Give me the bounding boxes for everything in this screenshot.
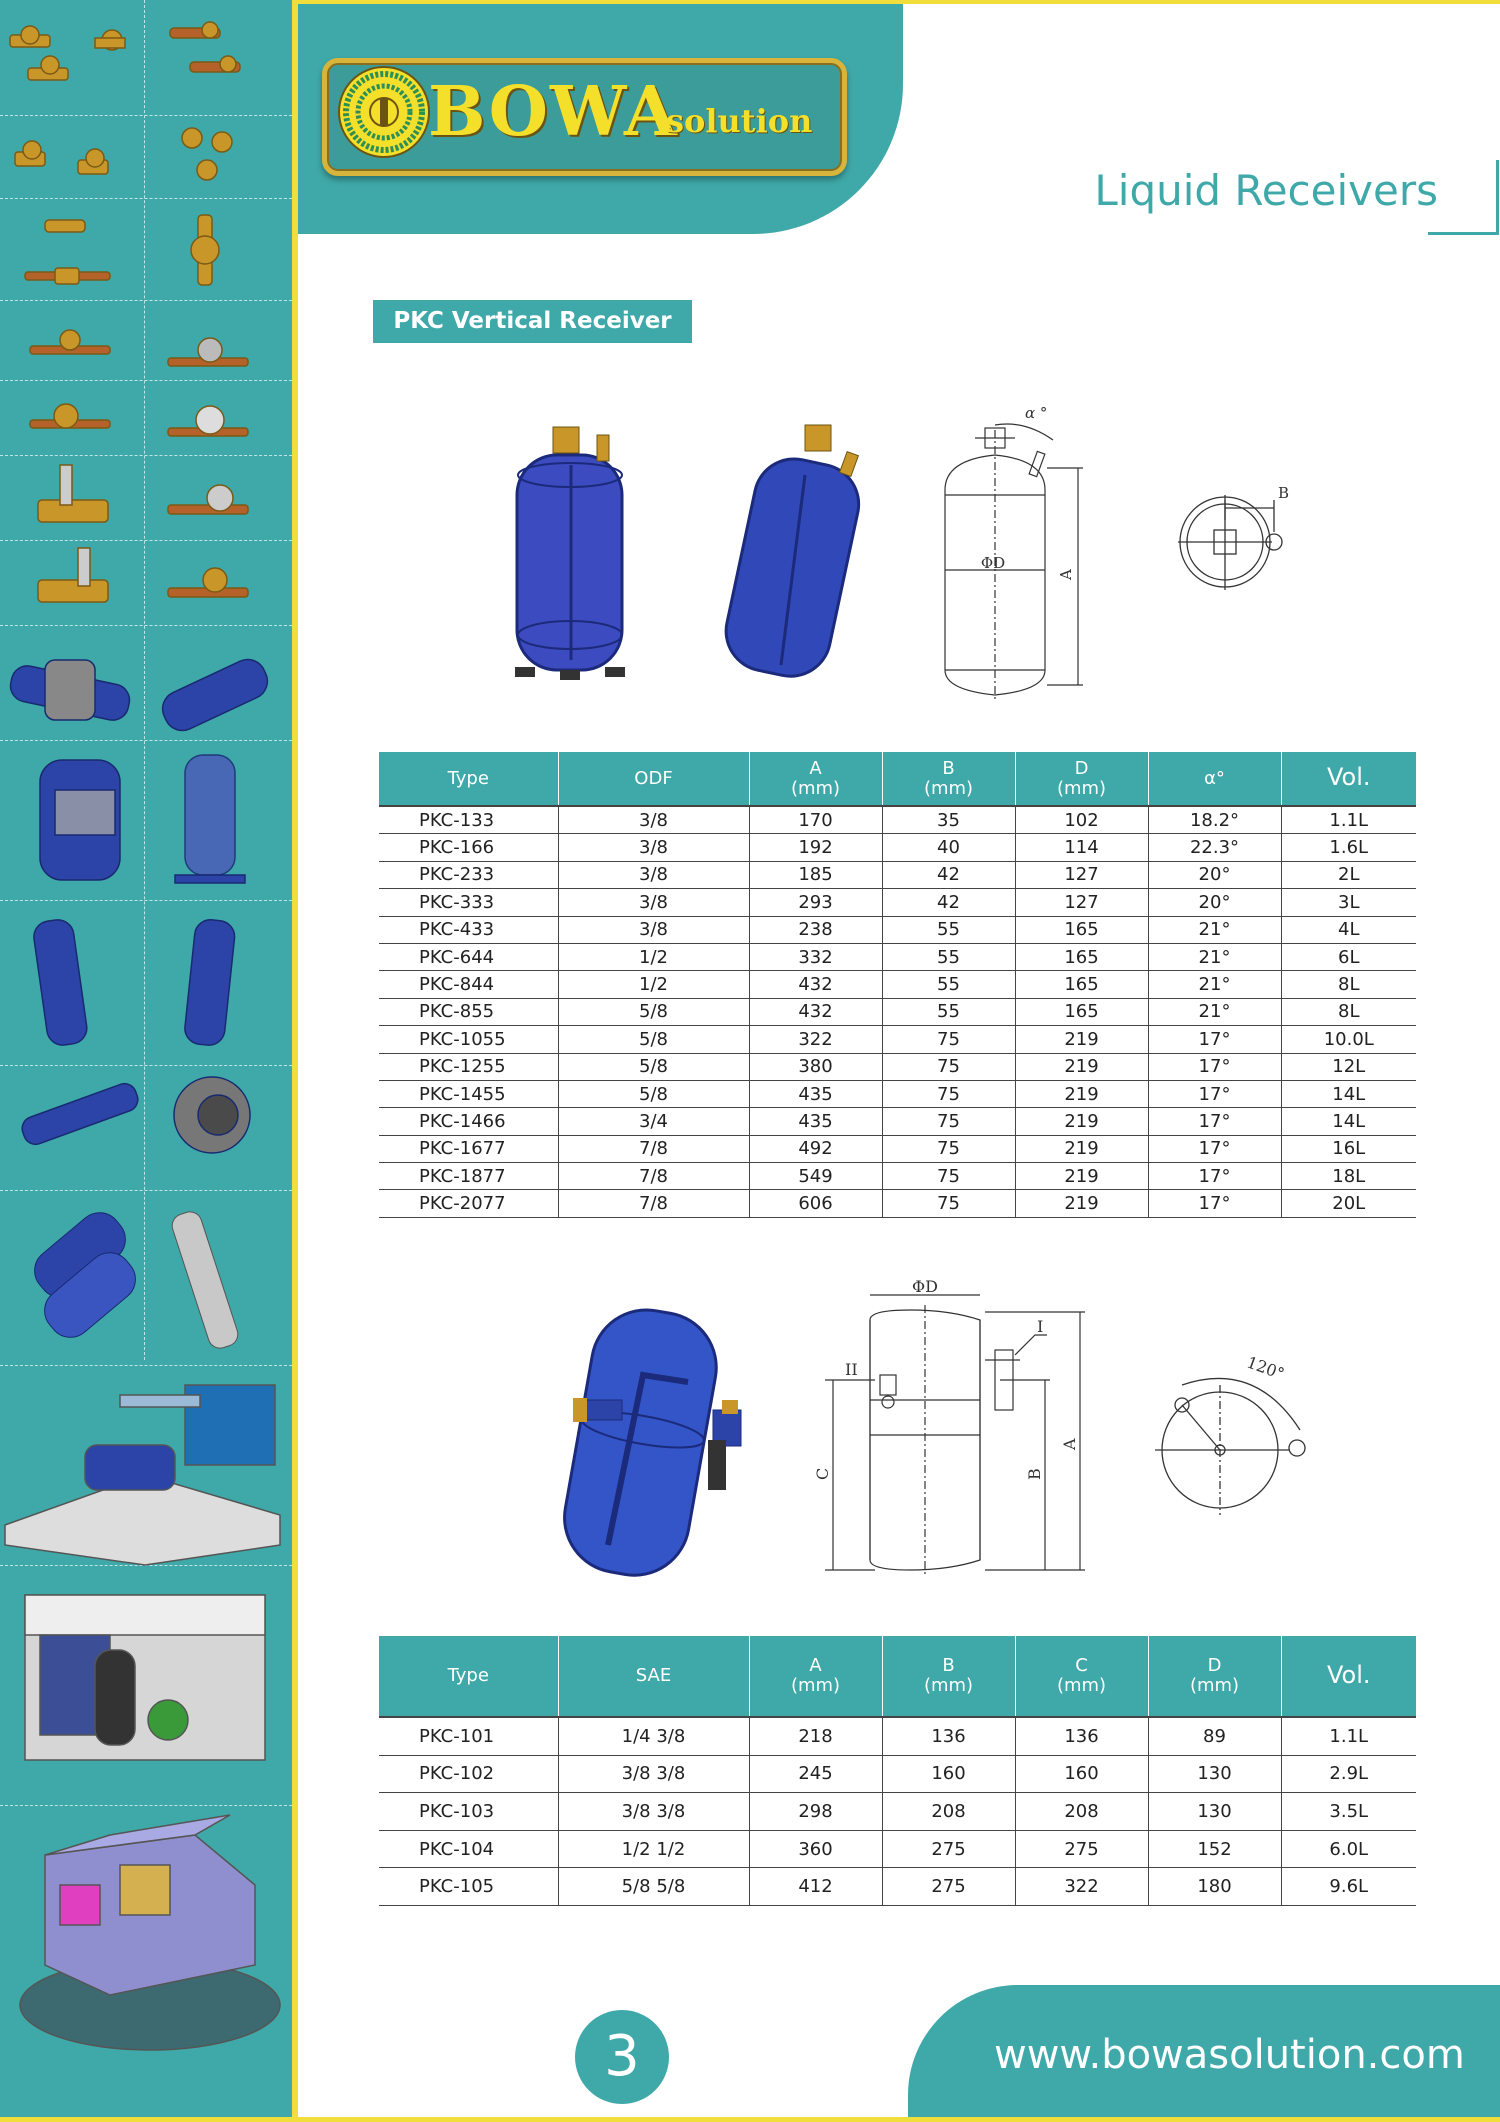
table-cell: PKC-1255 xyxy=(379,1053,558,1080)
table-cell: 75 xyxy=(882,1135,1015,1162)
table-cell: 130 xyxy=(1148,1755,1281,1793)
table-body xyxy=(379,806,1416,1217)
table-cell: 20L xyxy=(1281,1190,1416,1217)
header-a: A (mm) xyxy=(749,1636,882,1717)
header-c: C (mm) xyxy=(1015,1636,1148,1717)
table-cell: 21° xyxy=(1148,971,1281,998)
table-cell: 275 xyxy=(882,1868,1015,1906)
horizontal-receiver-render xyxy=(548,1290,758,1590)
table-cell: 89 xyxy=(1148,1717,1281,1755)
table-cell: 42 xyxy=(882,861,1015,888)
table-cell: 1/2 1/2 xyxy=(558,1830,749,1868)
table-cell: 192 xyxy=(749,834,882,861)
table-cell: 238 xyxy=(749,916,882,943)
header-alpha: α° xyxy=(1148,752,1281,806)
table-cell: 17° xyxy=(1148,1080,1281,1107)
table-cell: 3/8 xyxy=(558,916,749,943)
table-cell: 40 xyxy=(882,834,1015,861)
vertical-receiver-spec-table xyxy=(379,752,1416,1218)
table-cell: 42 xyxy=(882,889,1015,916)
table-row xyxy=(379,1717,1416,1755)
horizontal-receiver-side-drawing xyxy=(813,1277,1095,1590)
table-cell: 18.2° xyxy=(1148,806,1281,834)
table-cell: 170 xyxy=(749,806,882,834)
table-cell: PKC-1877 xyxy=(379,1163,558,1190)
header-b: B (mm) xyxy=(882,1636,1015,1717)
table-cell: PKC-102 xyxy=(379,1755,558,1793)
horizontal-receiver-end-drawing xyxy=(1135,1340,1315,1515)
tilted-receiver-render xyxy=(715,415,875,695)
table-cell: 5/8 xyxy=(558,998,749,1025)
diameter-label: ΦD xyxy=(912,1277,938,1296)
table-cell: 208 xyxy=(882,1793,1015,1831)
table-header-row xyxy=(379,752,1416,806)
table-cell: 3/8 xyxy=(558,806,749,834)
header-vol: Vol. xyxy=(1281,1636,1416,1717)
brass-fittings-thumbnails xyxy=(0,0,292,620)
table-cell: PKC-101 xyxy=(379,1717,558,1755)
dimension-b-label: B xyxy=(1278,484,1290,502)
table-row xyxy=(379,1108,1416,1135)
table-cell: 6.0L xyxy=(1281,1830,1416,1868)
table-cell: 185 xyxy=(749,861,882,888)
port-angle-label: 120° xyxy=(1244,1352,1287,1384)
table-cell: 20° xyxy=(1148,861,1281,888)
table-cell: PKC-103 xyxy=(379,1793,558,1831)
header-type: Type xyxy=(379,752,558,806)
vertical-receiver-top-drawing xyxy=(1170,480,1300,590)
alpha-angle-label: α ° xyxy=(1025,404,1048,422)
table-cell: 332 xyxy=(749,943,882,970)
table-cell: 165 xyxy=(1015,971,1148,998)
table-row xyxy=(379,806,1416,834)
table-cell: 322 xyxy=(749,1026,882,1053)
table-cell: PKC-2077 xyxy=(379,1190,558,1217)
table-cell: PKC-433 xyxy=(379,916,558,943)
dimension-b-label: B xyxy=(1025,1468,1044,1480)
table-cell: 275 xyxy=(882,1830,1015,1868)
table-row xyxy=(379,1163,1416,1190)
vertical-receiver-render xyxy=(505,415,665,690)
table-cell: 219 xyxy=(1015,1026,1148,1053)
table-cell: 219 xyxy=(1015,1053,1148,1080)
table-cell: 7/8 xyxy=(558,1163,749,1190)
table-cell: 4L xyxy=(1281,916,1416,943)
table-cell: 17° xyxy=(1148,1163,1281,1190)
table-cell: 136 xyxy=(882,1717,1015,1755)
table-cell: 21° xyxy=(1148,998,1281,1025)
table-cell: 14L xyxy=(1281,1108,1416,1135)
table-cell: PKC-333 xyxy=(379,889,558,916)
header-sae: SAE xyxy=(558,1636,749,1717)
table-cell: 435 xyxy=(749,1080,882,1107)
table-row xyxy=(379,834,1416,861)
table-cell: PKC-844 xyxy=(379,971,558,998)
table-cell: 136 xyxy=(1015,1717,1148,1755)
table-cell: 160 xyxy=(882,1755,1015,1793)
table-row xyxy=(379,1026,1416,1053)
table-cell: 5/8 xyxy=(558,1053,749,1080)
table-cell: 322 xyxy=(1015,1868,1148,1906)
table-row xyxy=(379,1135,1416,1162)
table-cell: 127 xyxy=(1015,889,1148,916)
table-cell: 22.3° xyxy=(1148,834,1281,861)
table-cell: 10.0L xyxy=(1281,1026,1416,1053)
table-cell: 75 xyxy=(882,1053,1015,1080)
table-cell: 432 xyxy=(749,998,882,1025)
table-cell: 3/8 3/8 xyxy=(558,1793,749,1831)
header-d: D (mm) xyxy=(1148,1636,1281,1717)
table-cell: PKC-644 xyxy=(379,943,558,970)
table-cell: 3/4 xyxy=(558,1108,749,1135)
table-cell: 21° xyxy=(1148,916,1281,943)
coil-emblem-icon xyxy=(336,64,432,160)
table-cell: 219 xyxy=(1015,1190,1148,1217)
table-cell: 298 xyxy=(749,1793,882,1831)
table-cell: 114 xyxy=(1015,834,1148,861)
table-cell: 7/8 xyxy=(558,1135,749,1162)
table-cell: 75 xyxy=(882,1080,1015,1107)
table-cell: 12L xyxy=(1281,1053,1416,1080)
table-cell: 75 xyxy=(882,1108,1015,1135)
table-cell: 165 xyxy=(1015,943,1148,970)
table-cell: 380 xyxy=(749,1053,882,1080)
table-cell: 432 xyxy=(749,971,882,998)
title-bracket-decoration xyxy=(1428,160,1499,235)
table-cell: 165 xyxy=(1015,998,1148,1025)
table-cell: PKC-166 xyxy=(379,834,558,861)
section-subtitle: PKC Vertical Receiver xyxy=(373,300,692,343)
table-cell: 2.9L xyxy=(1281,1755,1416,1793)
table-cell: 275 xyxy=(1015,1830,1148,1868)
table-row xyxy=(379,943,1416,970)
table-cell: 3/8 xyxy=(558,861,749,888)
bottom-accent-line xyxy=(0,2117,1500,2122)
table-cell: 1/4 3/8 xyxy=(558,1717,749,1755)
table-cell: 6L xyxy=(1281,943,1416,970)
table-cell: 435 xyxy=(749,1108,882,1135)
table-cell: 360 xyxy=(749,1830,882,1868)
table-cell: 2L xyxy=(1281,861,1416,888)
refrigeration-unit-thumbnails xyxy=(0,1365,292,2065)
table-row xyxy=(379,998,1416,1025)
table-cell: 218 xyxy=(749,1717,882,1755)
table-cell: 18L xyxy=(1281,1163,1416,1190)
table-cell: 219 xyxy=(1015,1163,1148,1190)
table-cell: 1/2 xyxy=(558,971,749,998)
table-cell: 208 xyxy=(1015,1793,1148,1831)
table-cell: 55 xyxy=(882,971,1015,998)
table-body xyxy=(379,1717,1416,1905)
table-cell: 16L xyxy=(1281,1135,1416,1162)
table-cell: PKC-104 xyxy=(379,1830,558,1868)
page-title: Liquid Receivers xyxy=(1094,166,1438,215)
table-cell: 14L xyxy=(1281,1080,1416,1107)
horizontal-receiver-thumbnails xyxy=(0,1190,292,1365)
table-cell: 5/8 5/8 xyxy=(558,1868,749,1906)
table-row xyxy=(379,1053,1416,1080)
table-cell: 8L xyxy=(1281,971,1416,998)
header-odf: ODF xyxy=(558,752,749,806)
table-cell: 21° xyxy=(1148,943,1281,970)
table-row xyxy=(379,1190,1416,1217)
dimension-c-label: C xyxy=(813,1467,832,1480)
table-cell: 219 xyxy=(1015,1080,1148,1107)
table-cell: 35 xyxy=(882,806,1015,834)
table-cell: 127 xyxy=(1015,861,1148,888)
table-cell: 219 xyxy=(1015,1135,1148,1162)
table-cell: 219 xyxy=(1015,1108,1148,1135)
header-type: Type xyxy=(379,1636,558,1717)
header-d: D (mm) xyxy=(1015,752,1148,806)
table-cell: PKC-855 xyxy=(379,998,558,1025)
table-cell: 17° xyxy=(1148,1190,1281,1217)
table-cell: 492 xyxy=(749,1135,882,1162)
table-cell: 245 xyxy=(749,1755,882,1793)
horizontal-receiver-spec-table xyxy=(379,1636,1416,1906)
vertical-receiver-side-drawing xyxy=(935,400,1115,710)
table-cell: 17° xyxy=(1148,1108,1281,1135)
table-cell: 102 xyxy=(1015,806,1148,834)
table-cell: 5/8 xyxy=(558,1026,749,1053)
table-row xyxy=(379,1793,1416,1831)
table-cell: 1.1L xyxy=(1281,1717,1416,1755)
table-cell: 17° xyxy=(1148,1026,1281,1053)
table-row xyxy=(379,1755,1416,1793)
table-cell: 75 xyxy=(882,1190,1015,1217)
table-cell: 9.6L xyxy=(1281,1868,1416,1906)
table-cell: 55 xyxy=(882,998,1015,1025)
table-cell: 293 xyxy=(749,889,882,916)
table-row xyxy=(379,916,1416,943)
table-row xyxy=(379,889,1416,916)
header-a: A (mm) xyxy=(749,752,882,806)
table-cell: 55 xyxy=(882,943,1015,970)
table-cell: 1/2 xyxy=(558,943,749,970)
table-row xyxy=(379,1868,1416,1906)
table-cell: 3/8 3/8 xyxy=(558,1755,749,1793)
sidebar-divider xyxy=(0,625,292,626)
table-cell: PKC-133 xyxy=(379,806,558,834)
page-number: 3 xyxy=(575,2010,669,2104)
brand-suffix: solution xyxy=(666,102,813,140)
table-cell: 160 xyxy=(1015,1755,1148,1793)
table-cell: 5/8 xyxy=(558,1080,749,1107)
table-cell: 75 xyxy=(882,1026,1015,1053)
brand-name: BOWA xyxy=(428,72,679,152)
table-cell: PKC-105 xyxy=(379,1868,558,1906)
sidebar-accent-edge xyxy=(292,0,298,2122)
table-cell: 606 xyxy=(749,1190,882,1217)
table-cell: 17° xyxy=(1148,1135,1281,1162)
table-cell: 3/8 xyxy=(558,834,749,861)
table-cell: PKC-233 xyxy=(379,861,558,888)
table-cell: 1.6L xyxy=(1281,834,1416,861)
website-link[interactable]: www.bowasolution.com xyxy=(994,2032,1465,2078)
port-ii-label: II xyxy=(845,1360,858,1379)
table-cell: 75 xyxy=(882,1163,1015,1190)
blue-component-thumbnails xyxy=(0,630,292,1190)
table-cell: 152 xyxy=(1148,1830,1281,1868)
table-cell: 20° xyxy=(1148,889,1281,916)
table-header-row xyxy=(379,1636,1416,1717)
table-cell: 1.1L xyxy=(1281,806,1416,834)
table-cell: 7/8 xyxy=(558,1190,749,1217)
table-cell: 130 xyxy=(1148,1793,1281,1831)
header-b: B (mm) xyxy=(882,752,1015,806)
table-row xyxy=(379,1830,1416,1868)
table-cell: 3/8 xyxy=(558,889,749,916)
table-cell: PKC-1466 xyxy=(379,1108,558,1135)
header-vol: Vol. xyxy=(1281,752,1416,806)
table-cell: 180 xyxy=(1148,1868,1281,1906)
table-cell: 549 xyxy=(749,1163,882,1190)
dimension-a-label: A xyxy=(1060,1438,1079,1450)
table-row xyxy=(379,1080,1416,1107)
diameter-label: ΦD xyxy=(980,554,1006,572)
table-cell: 8L xyxy=(1281,998,1416,1025)
port-i-label: I xyxy=(1037,1317,1044,1336)
table-cell: 412 xyxy=(749,1868,882,1906)
table-cell: 55 xyxy=(882,916,1015,943)
dimension-a-label: A xyxy=(1057,569,1075,580)
table-cell: PKC-1055 xyxy=(379,1026,558,1053)
product-thumbnail-sidebar xyxy=(0,0,292,2122)
table-row xyxy=(379,971,1416,998)
table-cell: 3L xyxy=(1281,889,1416,916)
table-cell: 3.5L xyxy=(1281,1793,1416,1831)
table-cell: 17° xyxy=(1148,1053,1281,1080)
table-cell: 165 xyxy=(1015,916,1148,943)
table-row xyxy=(379,861,1416,888)
table-cell: PKC-1677 xyxy=(379,1135,558,1162)
table-cell: PKC-1455 xyxy=(379,1080,558,1107)
